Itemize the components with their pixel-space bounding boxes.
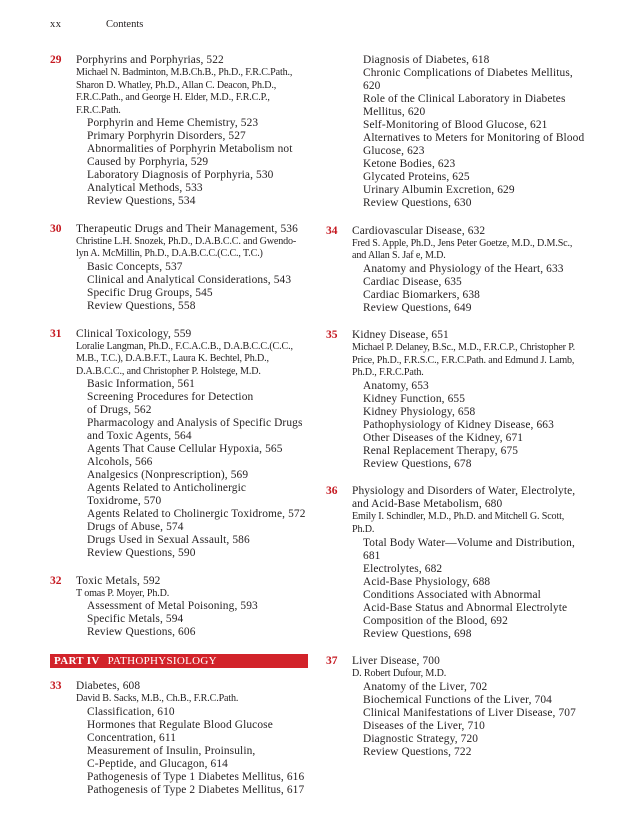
section-item: Review Questions, 722 xyxy=(363,745,472,758)
section-item: Review Questions, 649 xyxy=(363,301,472,314)
section-item: Composition of the Blood, 692 xyxy=(363,614,508,627)
section-item: Anatomy of the Liver, 702 xyxy=(363,680,488,693)
section-item: Classification, 610 xyxy=(87,705,175,718)
section-item: Total Body Water—Volume and Distribution, xyxy=(363,536,575,549)
chapter-title: Cardiovascular Disease, 632 xyxy=(352,224,486,237)
chapter-title: Liver Disease, 700 xyxy=(352,655,440,668)
section-list xyxy=(352,537,592,641)
chapter-34 xyxy=(326,225,592,315)
section-list xyxy=(76,706,312,797)
section-item: Cardiac Disease, 635 xyxy=(363,275,462,288)
section-item: Review Questions, 590 xyxy=(87,547,196,560)
section-item: Basic Information, 561 xyxy=(87,378,195,391)
section-item: Acid-Base Status and Abnormal Electrolyte xyxy=(363,601,568,614)
section-item: Urinary Albumin Excretion, 629 xyxy=(363,184,515,196)
chapter-30 xyxy=(50,223,312,313)
section-item: Kidney Function, 655 xyxy=(363,392,466,405)
part-label: PART IV xyxy=(54,654,100,667)
section-item: Drugs Used in Sexual Assault, 586 xyxy=(87,534,250,547)
section-item: Analytical Methods, 533 xyxy=(87,182,203,195)
chapter-32 xyxy=(50,575,312,640)
section-item: Alternatives to Meters for Monitoring of Blood xyxy=(363,132,585,144)
section-item: Anatomy and Physiology of the Heart, 633 xyxy=(363,262,564,275)
chapter-authors: David B. Sacks, M.B., Ch.B., F.R.C.Path. xyxy=(76,692,239,704)
chapter-number: 29 xyxy=(50,54,62,66)
section-item: Self-Monitoring of Blood Glucose, 621 xyxy=(363,119,548,131)
running-head xyxy=(50,19,143,30)
section-item: Measurement of Insulin, Proinsulin, xyxy=(87,744,256,757)
section-item: Pathogenesis of Type 2 Diabetes Mellitus, 617 xyxy=(87,783,305,796)
chapter-title: Clinical Toxicology, 559 xyxy=(76,327,192,340)
chapter-number: 37 xyxy=(326,655,338,668)
section-item: Review Questions, 606 xyxy=(87,626,196,639)
chapter-36 xyxy=(326,485,592,640)
section-item: Agents That Cause Cellular Hypoxia, 565 xyxy=(87,443,283,456)
chapter-29 xyxy=(50,54,312,208)
chapter-authors: Loralie Langman, Ph.D., F.C.A.C.B., D.A.B.C.C.(C.C., xyxy=(76,340,293,352)
section-item: Ketone Bodies, 623 xyxy=(363,158,456,170)
section-item: Renal Replacement Therapy, 675 xyxy=(363,444,519,457)
chapter-title: Kidney Disease, 651 xyxy=(352,329,449,342)
part-banner xyxy=(50,654,308,668)
chapter-authors: D.A.B.C.C., and Christopher P. Holstege, M.D. xyxy=(76,365,261,377)
chapter-authors: Sharon D. Whatley, Ph.D., Allan C. Deacon, Ph.D., xyxy=(76,79,277,91)
section-item: 620 xyxy=(363,80,381,92)
chapter-authors: Emily I. Schindler, M.D., Ph.D. and Mitchell G. Scott, xyxy=(352,511,565,523)
section-list xyxy=(76,261,312,313)
section-item: Cardiac Biomarkers, 638 xyxy=(363,288,480,301)
section-item: Agents Related to Anticholinergic xyxy=(87,482,247,495)
section-item: Diseases of the Liver, 710 xyxy=(363,719,485,732)
part-title: PATHOPHYSIOLOGY xyxy=(107,654,217,667)
chapter-title: Porphyrins and Porphyrias, 522 xyxy=(76,54,224,66)
chapter-authors: Ph.D. xyxy=(352,524,375,536)
chapter-number: 32 xyxy=(50,574,62,587)
chapter-authors: Ph.D., F.R.C.Path. xyxy=(352,367,424,379)
chapter-number: 34 xyxy=(326,224,338,237)
section-item: Concentration, 611 xyxy=(87,731,177,744)
section-item: Diagnostic Strategy, 720 xyxy=(363,732,479,745)
section-item: Alcohols, 566 xyxy=(87,456,153,469)
section-item: Screening Procedures for Detection xyxy=(87,391,254,404)
chapter-authors: Michael P. Delaney, B.Sc., M.D., F.R.C.P., Christopher P. xyxy=(352,342,575,354)
section-item: of Drugs, 562 xyxy=(87,404,152,417)
section-item: Review Questions, 678 xyxy=(363,457,472,470)
section-item: Review Questions, 558 xyxy=(87,300,196,313)
section-item: Laboratory Diagnosis of Porphyria, 530 xyxy=(87,169,274,182)
section-item: Drugs of Abuse, 574 xyxy=(87,521,184,534)
page-number: xx xyxy=(50,19,62,30)
section-item: Basic Concepts, 537 xyxy=(87,261,183,274)
chapter-authors: Christine L.H. Snozek, Ph.D., D.A.B.C.C. and Gwendo- xyxy=(76,235,297,247)
section-item: Electrolytes, 682 xyxy=(363,562,443,575)
chapter-authors: T omas P. Moyer, Ph.D. xyxy=(76,587,170,599)
section-item: Agents Related to Cholinergic Toxidrome, 572 xyxy=(87,508,306,521)
chapter-authors: Price, Ph.D., F.R.S.C., F.R.C.Path. and Edmund J. Lamb, xyxy=(352,354,575,366)
chapter-title-cont: and Acid-Base Metabolism, 680 xyxy=(352,498,503,511)
section-item: Analgesics (Nonprescription), 569 xyxy=(87,469,249,482)
section-item: and Toxic Agents, 564 xyxy=(87,430,192,443)
section-item: Glucose, 623 xyxy=(363,145,425,157)
section-item: Kidney Physiology, 658 xyxy=(363,405,476,418)
section-item: Role of the Clinical Laboratory in Diabetes xyxy=(363,93,566,105)
chapter-authors: lyn A. McMillin, Ph.D., D.A.B.C.C.(C.C., T.C.) xyxy=(76,248,263,260)
chapter-authors: M.B., T.C.), D.A.B.F.T., Laura K. Bechtel, Ph.D., xyxy=(76,353,269,365)
section-list xyxy=(76,378,312,560)
section-list xyxy=(76,117,312,208)
section-item: Review Questions, 698 xyxy=(363,627,472,640)
chapter-authors: Michael N. Badminton, M.B.Ch.B., Ph.D., F.R.C.Path., xyxy=(76,67,293,78)
section-item: Diagnosis of Diabetes, 618 xyxy=(363,54,490,66)
chapter-35 xyxy=(326,329,592,471)
section-item: Other Diseases of the Kidney, 671 xyxy=(363,431,524,444)
chapter-authors: F.R.C.Path. xyxy=(76,104,121,116)
section-list xyxy=(352,263,592,315)
chapter-title: Toxic Metals, 592 xyxy=(76,574,161,587)
section-item: Clinical and Analytical Considerations, 543 xyxy=(87,274,292,287)
chapter-33 xyxy=(50,680,312,797)
section-item: Pathogenesis of Type 1 Diabetes Mellitus, 616 xyxy=(87,770,305,783)
section-item: Review Questions, 534 xyxy=(87,195,196,208)
chapter-number: 33 xyxy=(50,679,62,692)
section-item: Mellitus, 620 xyxy=(363,106,426,118)
section-item: Abnormalities of Porphyrin Metabolism not xyxy=(87,143,293,156)
chapter-number: 31 xyxy=(50,327,62,340)
chapter-title: Physiology and Disorders of Water, Electrolyte, xyxy=(352,485,576,498)
section-item: C-Peptide, and Glucagon, 614 xyxy=(87,757,228,770)
section-list xyxy=(76,600,312,639)
chapter-title: Diabetes, 608 xyxy=(76,679,141,692)
section-item: Pharmacology and Analysis of Specific Drugs xyxy=(87,417,303,430)
section-item: 681 xyxy=(363,549,381,562)
section-item: Biochemical Functions of the Liver, 704 xyxy=(363,693,552,706)
section-item: Review Questions, 630 xyxy=(363,197,472,209)
chapter-authors: D. Robert Dufour, M.D. xyxy=(352,668,447,680)
chapter-number: 35 xyxy=(326,329,338,342)
running-title: Contents xyxy=(106,19,144,30)
section-item: Glycated Proteins, 625 xyxy=(363,171,470,183)
section-list xyxy=(352,380,592,471)
section-item: Porphyrin and Heme Chemistry, 523 xyxy=(87,117,259,130)
section-item: Conditions Associated with Abnormal xyxy=(363,588,541,601)
chapter-authors: and Allan S. Jaf e, M.D. xyxy=(352,250,446,262)
section-item: Specific Drug Groups, 545 xyxy=(87,287,213,300)
right-column xyxy=(326,54,592,773)
chapter-title: Therapeutic Drugs and Their Management, 536 xyxy=(76,222,298,235)
section-list xyxy=(352,681,592,759)
section-item: Caused by Porphyria, 529 xyxy=(87,156,209,169)
section-item: Chronic Complications of Diabetes Mellitus, xyxy=(363,67,573,79)
chapter-37 xyxy=(326,655,592,759)
chapter-authors: Fred S. Apple, Ph.D., Jens Peter Goetze, M.D., D.M.Sc., xyxy=(352,237,573,249)
section-item: Primary Porphyrin Disorders, 527 xyxy=(87,130,246,143)
chapter-number: 36 xyxy=(326,485,338,498)
left-column xyxy=(50,54,312,811)
section-item: Pathophysiology of Kidney Disease, 663 xyxy=(363,418,554,431)
section-item: Clinical Manifestations of Liver Disease, 707 xyxy=(363,706,576,719)
chapter-31 xyxy=(50,328,312,561)
section-item: Anatomy, 653 xyxy=(363,379,429,392)
section-item: Toxidrome, 570 xyxy=(87,495,162,508)
chapter-authors: F.R.C.Path., and George H. Elder, M.D., F.R.C.P., xyxy=(76,92,270,104)
section-item: Acid-Base Physiology, 688 xyxy=(363,575,491,588)
chapter-continuation xyxy=(326,54,592,210)
section-item: Specific Metals, 594 xyxy=(87,613,184,626)
section-item: Assessment of Metal Poisoning, 593 xyxy=(87,600,258,613)
section-item: Hormones that Regulate Blood Glucose xyxy=(87,718,273,731)
chapter-number: 30 xyxy=(50,222,62,235)
